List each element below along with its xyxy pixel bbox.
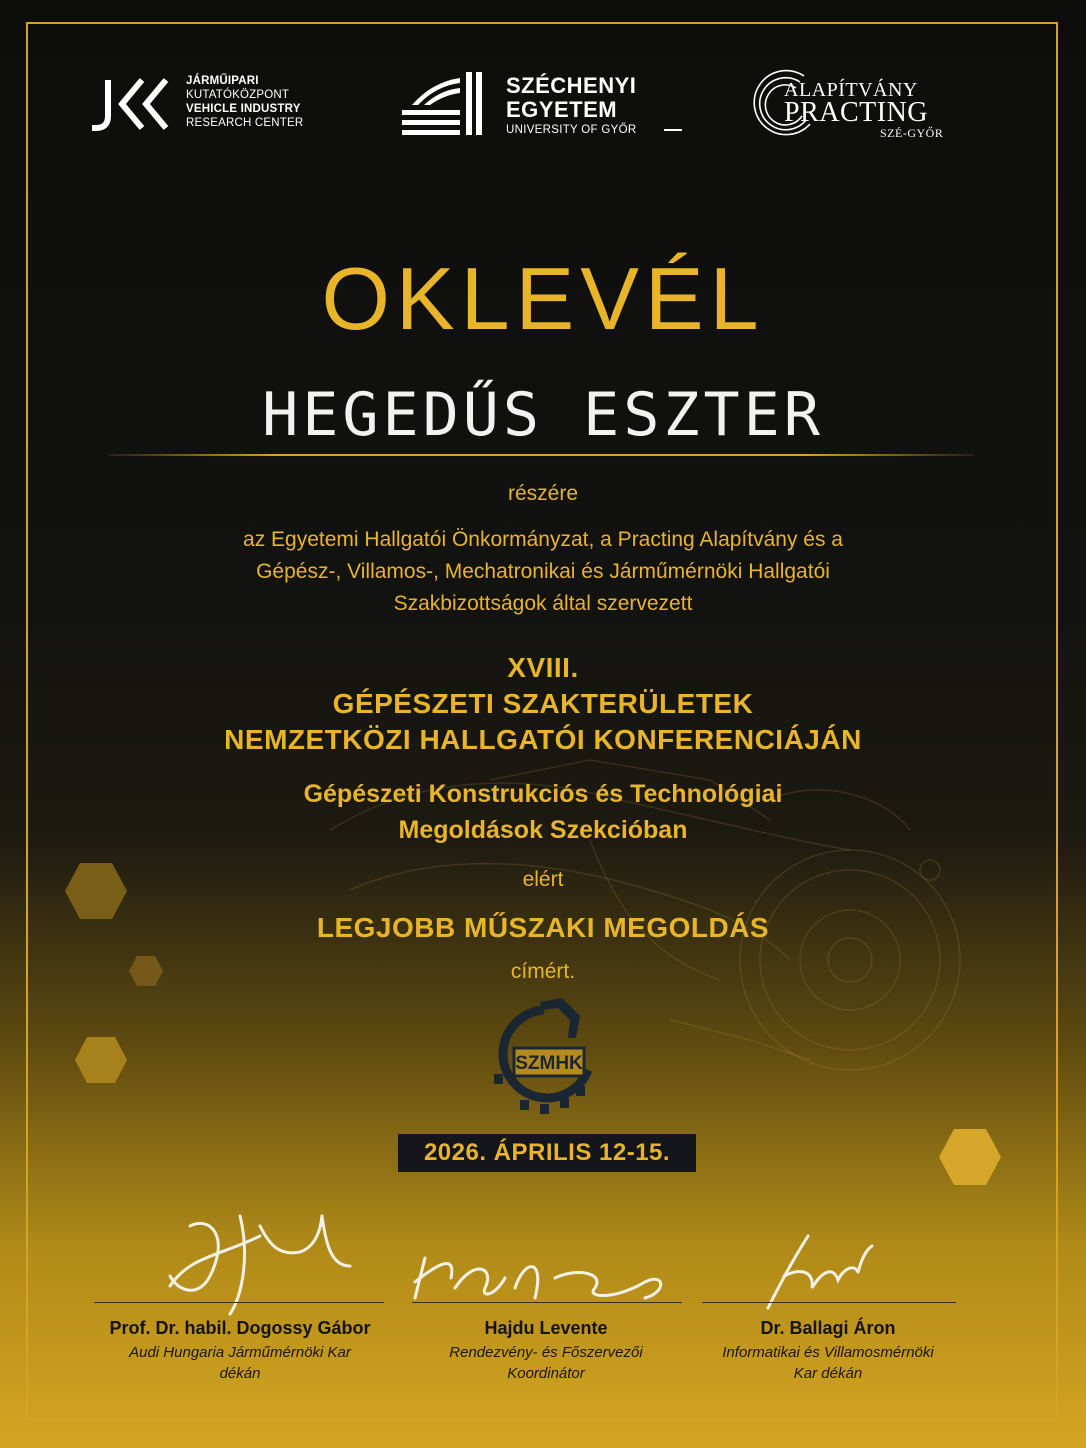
signature-line-2 [412, 1302, 682, 1303]
intro-line3: Szakbizottságok által szervezett [393, 592, 693, 615]
signatory-role-1 [70, 1342, 410, 1384]
reszere-text: részére [507, 482, 579, 505]
event-line2: GÉPÉSZETI SZAKTERÜLETEK [332, 688, 754, 719]
signatory-role-1-line2: dékán [219, 1365, 261, 1382]
event-line4: Gépészeti Konstrukciós és Technológiai [303, 780, 783, 808]
sze-line2: EGYETEM [506, 97, 618, 122]
brake-assembly-illustration [290, 720, 1010, 1080]
sze-line3: UNIVERSITY OF GYŐR [506, 124, 637, 136]
event-date: 2026. ÁPRILIS 12-15. [398, 1134, 696, 1172]
practing-line1: ALAPÍTVÁNY [784, 79, 918, 101]
jkk-line2: KUTATÓKÖZPONT [186, 89, 290, 101]
event-line1: XVIII. [507, 652, 579, 683]
cimert-text: címért. [510, 960, 576, 983]
section-title [0, 776, 1086, 848]
event-line5: Megoldások Szekcióban [398, 816, 688, 844]
signature-drawing-2 [405, 1238, 685, 1308]
intro-line1: az Egyetemi Hallgatói Önkormányzat, a Practing Alapítvány és a [243, 528, 843, 551]
sze-logo-text [506, 74, 682, 136]
certificate-title: OKLEVÉL [321, 249, 765, 348]
jkk-line4: RESEARCH CENTER [186, 117, 304, 129]
signature-line-3 [702, 1302, 956, 1303]
intro-paragraph [0, 524, 1086, 620]
signature-line-1 [94, 1302, 384, 1303]
signatory-name-1: Prof. Dr. habil. Dogossy Gábor [109, 1318, 371, 1338]
event-title [0, 650, 1086, 758]
practing-line2: PRACTING [784, 97, 929, 128]
event-line3: NEMZETKÖZI HALLGATÓI KONFERENCIÁJÁN [224, 724, 862, 755]
hexagon-decoration [938, 1128, 1002, 1186]
signatory-role-3-line1: Informatikai és Villamosmérnöki [722, 1344, 934, 1361]
elert-text: elért [522, 868, 564, 891]
sze-logo-icon [402, 72, 484, 138]
signatory-role-2 [396, 1342, 696, 1384]
szmhk-badge-icon [484, 994, 608, 1118]
signatory-role-2-line1: Rendezvény- és Főszervezői [449, 1344, 643, 1361]
signatory-role-3 [690, 1342, 966, 1384]
jkk-logo-text [186, 74, 303, 130]
intro-line2: Gépész-, Villamos-, Mechatronikai és Járműmérnöki Hallgatói [256, 560, 830, 583]
signatory-name-2: Hajdu Levente [484, 1318, 608, 1338]
signatory-role-1-line1: Audi Hungaria Járműmérnöki Kar [129, 1344, 351, 1361]
signatory-role-3-line2: Kar dékán [793, 1365, 863, 1382]
practing-line3: SZÉ-GYŐR [880, 126, 944, 140]
recipient-name: HEGEDŰS ESZTER [262, 380, 824, 450]
badge-text: SZMHK [515, 1053, 583, 1074]
signatory-name-3: Dr. Ballagi Áron [760, 1318, 896, 1338]
name-underline [108, 454, 974, 456]
award-title: LEGJOBB MŰSZAKI MEGOLDÁS [316, 912, 770, 943]
jkk-line1: JÁRMŰIPARI [186, 75, 259, 87]
practing-logo-text [784, 80, 943, 141]
signature-drawing-1 [150, 1196, 370, 1316]
signatory-role-2-line2: Koordinátor [507, 1365, 585, 1382]
jkk-logo-icon [90, 76, 176, 132]
jkk-line3: VEHICLE INDUSTRY [186, 103, 301, 115]
hexagon-decoration [74, 1036, 128, 1084]
sze-line1: SZÉCHENYI [506, 73, 637, 98]
